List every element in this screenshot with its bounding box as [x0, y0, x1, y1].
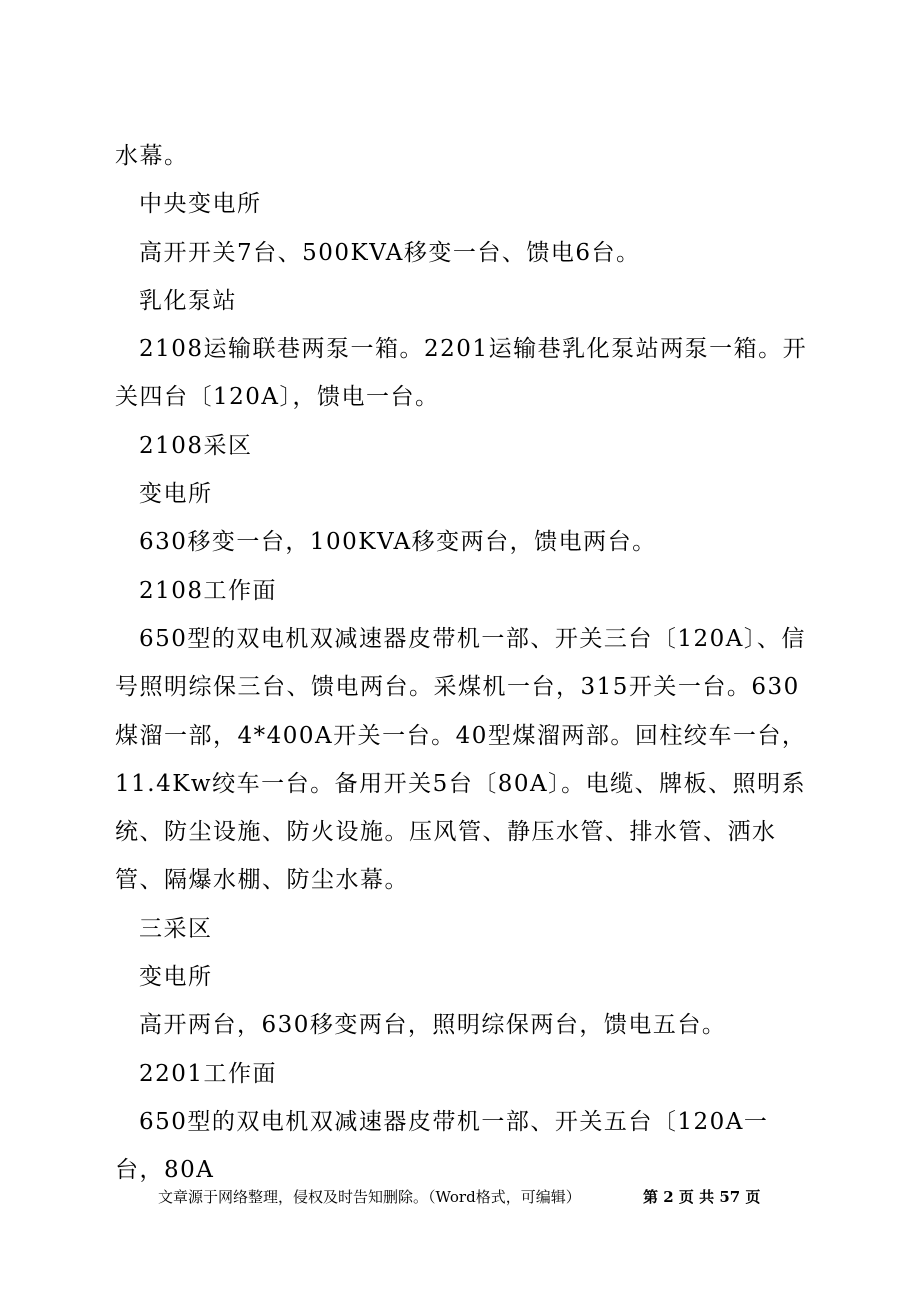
section-heading: 2201工作面	[139, 1060, 278, 1087]
paragraph: 2108运输联巷两泵一箱。2201运输巷乳化泵站两泵一箱。开关四台〔120A〕，馈电一台。	[115, 336, 808, 411]
paragraph: 630移变一台，100KVA移变两台，馈电两台。	[139, 529, 657, 556]
section-heading: 2108采区	[139, 432, 253, 459]
section-heading: 变电所	[139, 481, 213, 508]
section-heading: 三采区	[139, 915, 213, 942]
footer-note: 文章源于网络整理，侵权及时告知删除。（Word格式，可编辑）	[158, 1188, 581, 1206]
paragraph: 650型的双电机双减速器皮带机一部、开关三台〔120A〕、信号照明综保三台、馈电两台。采煤机一台，315开关一台。630煤溜一部，4*400A开关一台。40型煤溜两部。回柱绞车一台，11.4Kw绞车一台。备用开关5台〔80A〕。电缆、牌板、照明系统、防尘设施、防火设施。压风管、静压水管、排水管、洒水管、隔爆水棚、防尘水幕。	[115, 625, 807, 894]
paragraph: 水幕。	[115, 143, 189, 169]
section-heading: 中央变电所	[139, 191, 262, 218]
section-heading: 2108工作面	[139, 577, 278, 604]
document-body	[115, 132, 815, 1195]
paragraph: 650型的双电机双减速器皮带机一部、开关五台〔120A一台，80A	[115, 1108, 769, 1184]
paragraph: 高开开关7台、500KVA移变一台、馈电6台。	[139, 239, 641, 266]
page-number: 第 2 页 共 57 页	[643, 1188, 761, 1206]
section-heading: 变电所	[139, 964, 213, 991]
section-heading: 乳化泵站	[139, 287, 237, 314]
paragraph: 高开两台，630移变两台，照明综保两台，馈电五台。	[139, 1012, 727, 1039]
